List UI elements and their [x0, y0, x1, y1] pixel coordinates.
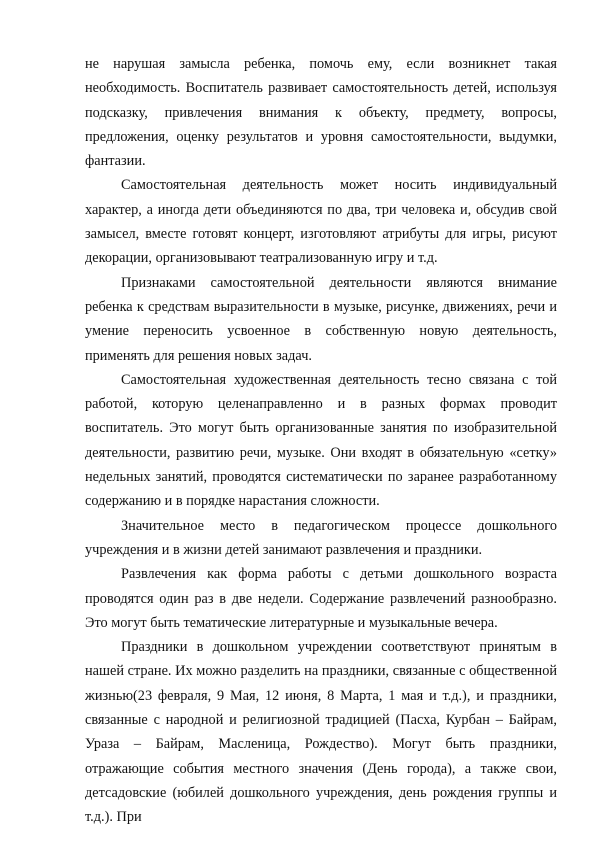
paragraph-5: Значительное место в педагогическом процессе дошкольного учреждения и в жизни детей занимают развлечения и праздники. [85, 517, 557, 558]
paragraph-4: Самостоятельная художественная деятельность тесно связана с той работой, которую целенаправленно и в разных формах проводит воспитатель. Это могут быть организованные занятия по изобразительной деятельности, развитию речи, музыке. Они входят в обязательную «сетку» недельных занятий, проводятся систематически по заранее разработанному содержанию и в порядке нарастания сложности. [85, 371, 557, 510]
paragraph-7: Праздники в дошкольном учреждении соответствуют принятым в нашей стране. Их можно разделить на праздники, связанные с общественной жизнью(23 февраля, 9 Мая, 12 июня, 8 Марта, 1 мая и т.д.), и праздники, связанные с народной и религиозной традицией (Пасха, Курбан – Байрам, Ураза – Байрам, Масленица, Рождество). Могут быть праздники, отражающие события местного значения (День города), а также свои, детсадовские (юбилей дошкольного учреждения, день рождения группы и т.д.). При [85, 639, 557, 826]
paragraph-6: Развлечения как форма работы с детьми дошкольного возраста проводятся один раз в две недели. Содержание развлечений разнообразно. Это могут быть тематические литературные и музыкальные вечера. [85, 566, 557, 631]
document-page [85, 52, 557, 830]
paragraph-2: Самостоятельная деятельность может носить индивидуальный характер, а иногда дети объединяются по два, три человека и, обсудив свой замысел, вместе готовят концерт, изготовляют атрибуты для игры, рисуют декорации, организовывают театрализованную игру и т.д. [85, 177, 557, 267]
paragraph-3: Признаками самостоятельной деятельности являются внимание ребенка к средствам выразительности в музыке, рисунке, движениях, речи и умение переносить усвоенное в собственную новую деятельность, применять для решения новых задач. [85, 274, 557, 364]
paragraph-1: не нарушая замысла ребенка, помочь ему, если возникнет такая необходимость. Воспитатель развивает самостоятельность детей, используя подсказку, привлечения внимания к объекту, предмету, вопросы, предложения, оценку результатов и уровня самостоятельности, выдумки, фантазии. [85, 56, 557, 170]
